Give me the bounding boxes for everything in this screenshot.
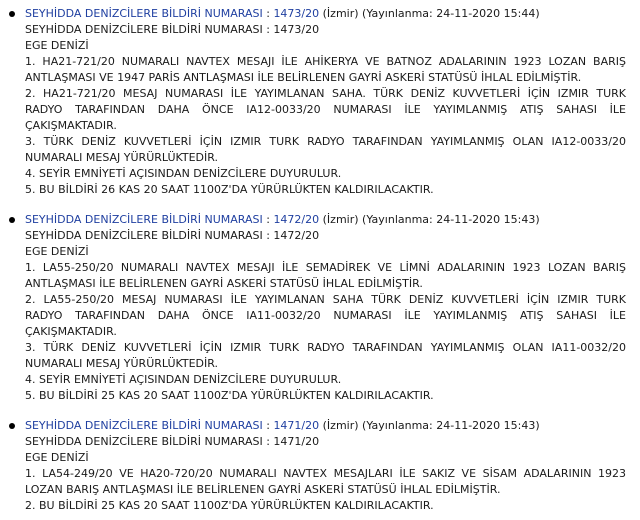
notice-text-line: ÇAKIŞMAKTADIR. bbox=[25, 119, 117, 132]
notice-text-line: 4. SEYİR EMNİYETİ AÇISINDAN DENİZCİLERE DUYURULUR. bbox=[25, 167, 342, 180]
notice-text-line: 1. LA55-250/20 NUMARALI NAVTEX MESAJI İLE SEMADİREK VE LİMNİ ADALARININ 1923 LOZAN BARIŞ bbox=[25, 261, 626, 274]
bullet-icon bbox=[9, 11, 15, 17]
notice-subtitle: SEYHİDDA DENİZCİLERE BİLDİRİ NUMARASI : 1473/20 bbox=[25, 23, 320, 36]
notice-text-line: 2. HA21-721/20 MESAJ NUMARASI İLE YAYIMLANAN SAHA. TÜRK DENİZ KUVVETLERİ İÇİN IZMIR TURK bbox=[25, 87, 626, 100]
notice-text-line: NUMARALI MESAJ YÜRÜRLÜKTEDİR. bbox=[25, 357, 219, 370]
notice-text-line: 4. SEYİR EMNİYETİ AÇISINDAN DENİZCİLERE DUYURULUR. bbox=[25, 373, 342, 386]
notice-subtitle: SEYHİDDA DENİZCİLERE BİLDİRİ NUMARASI : 1471/20 bbox=[25, 435, 320, 448]
notice-location: (İzmir) bbox=[319, 419, 359, 432]
notice-text-line: ANTLAŞMASI İLE BELİRLENEN GAYRİ ASKERİ STATÜSÜ İHLAL EDİLMİŞTİR. bbox=[25, 277, 423, 290]
notice-text-line: 5. BU BİLDİRİ 25 KAS 20 SAAT 1100Z'DA YÜRÜRLÜKTEN KALDIRILACAKTIR. bbox=[25, 389, 434, 402]
notice-header bbox=[25, 212, 626, 228]
notice-number-link[interactable]: 1473/20 bbox=[273, 7, 320, 20]
notice-title-link[interactable]: SEYHİDDA DENİZCİLERE BİLDİRİ NUMARASI bbox=[25, 419, 263, 432]
title-separator: : bbox=[262, 7, 274, 20]
notice-text-line: RADYO TARAFINDAN DAHA ÖNCE IA12-0033/20 NUMARASI İLE YAYIMLANMIŞ ATIŞ SAHASI İLE bbox=[25, 103, 626, 116]
bullet-icon bbox=[9, 217, 15, 223]
notice-text-line: NUMARALI MESAJ YÜRÜRLÜKTEDİR. bbox=[25, 151, 219, 164]
notice-subtitle: SEYHİDDA DENİZCİLERE BİLDİRİ NUMARASI : 1472/20 bbox=[25, 229, 320, 242]
notice-header bbox=[25, 6, 626, 22]
notice-header bbox=[25, 418, 626, 434]
notice-text-line: 2. BU BİLDİRİ 25 KAS 20 SAAT 1100Z'DA YÜRÜRLÜKTEN KALDIRILACAKTIR. bbox=[25, 499, 434, 512]
notice-published: (Yayınlanma: 24-11-2020 15:44) bbox=[358, 7, 540, 20]
title-separator: : bbox=[262, 419, 274, 432]
notice-location: (İzmir) bbox=[319, 7, 359, 20]
notice-number-link[interactable]: 1471/20 bbox=[273, 419, 320, 432]
notice-text-line: ANTLAŞMASI VE 1947 PARİS ANTLAŞMASI İLE BELİRLENEN GAYRİ ASKERİ STATÜSÜ İHLAL EDİLMİŞTİR. bbox=[25, 71, 582, 84]
bullet-icon bbox=[9, 423, 15, 429]
notice-text-line: RADYO TARAFINDAN DAHA ÖNCE IA11-0032/20 NUMARASI İLE YAYIMLANMIŞ ATIŞ SAHASI İLE bbox=[25, 309, 626, 322]
notice-number-link[interactable]: 1472/20 bbox=[273, 213, 320, 226]
notice-text-line: 1. LA54-249/20 VE HA20-720/20 NUMARALI NAVTEX MESAJLARI İLE SAKIZ VE SİSAM ADALARININ 1923 bbox=[25, 467, 626, 480]
notice-region: EGE DENİZİ bbox=[25, 451, 89, 464]
notice-region: EGE DENİZİ bbox=[25, 39, 89, 52]
notice-item bbox=[0, 6, 640, 198]
notice-text-line: 5. BU BİLDİRİ 26 KAS 20 SAAT 1100Z'DA YÜRÜRLÜKTEN KALDIRILACAKTIR. bbox=[25, 183, 434, 196]
notice-text-line: 1. HA21-721/20 NUMARALI NAVTEX MESAJI İLE AHİKERYA VE BATNOZ ADALARININ 1923 LOZAN BARIŞ bbox=[25, 55, 626, 68]
notice-item bbox=[0, 418, 640, 514]
notice-item bbox=[0, 212, 640, 404]
notice-location: (İzmir) bbox=[319, 213, 359, 226]
notice-text-line: 3. TÜRK DENİZ KUVVETLERİ İÇİN IZMIR TURK RADYO TARAFINDAN YAYIMLANMIŞ OLAN IA12-0033/20 bbox=[25, 135, 626, 148]
notice-title-link[interactable]: SEYHİDDA DENİZCİLERE BİLDİRİ NUMARASI bbox=[25, 213, 263, 226]
notice-text-line: LOZAN BARIŞ ANTLAŞMASI İLE BELİRLENEN GAYRİ ASKERİ STATÜSÜ İHLAL EDİLMİŞTİR. bbox=[25, 483, 501, 496]
notice-region: EGE DENİZİ bbox=[25, 245, 89, 258]
notice-published: (Yayınlanma: 24-11-2020 15:43) bbox=[358, 419, 540, 432]
notice-text-line: 3. TÜRK DENİZ KUVVETLERİ İÇİN IZMIR TURK RADYO TARAFINDAN YAYIMLANMIŞ OLAN IA11-0032/20 bbox=[25, 341, 626, 354]
notice-list bbox=[0, 6, 640, 514]
notice-published: (Yayınlanma: 24-11-2020 15:43) bbox=[358, 213, 540, 226]
notice-text-line: ÇAKIŞMAKTADIR. bbox=[25, 325, 117, 338]
title-separator: : bbox=[262, 213, 274, 226]
notice-title-link[interactable]: SEYHİDDA DENİZCİLERE BİLDİRİ NUMARASI bbox=[25, 7, 263, 20]
notice-text-line: 2. LA55-250/20 MESAJ NUMARASI İLE YAYIMLANAN SAHA TÜRK DENİZ KUVVETLERİ İÇİN IZMIR TURK bbox=[25, 293, 626, 306]
